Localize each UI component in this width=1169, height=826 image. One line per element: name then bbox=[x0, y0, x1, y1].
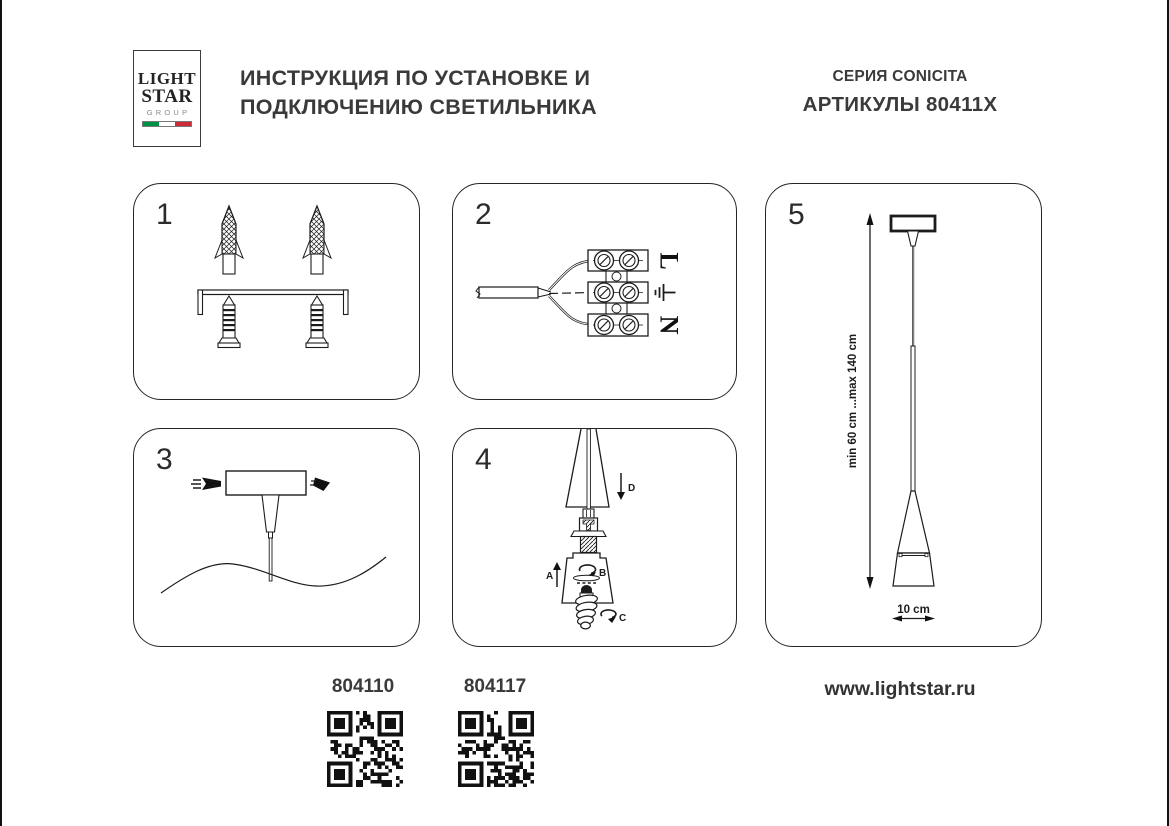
screw-icon bbox=[306, 296, 328, 348]
label-c: C bbox=[619, 613, 627, 624]
series-block bbox=[790, 68, 1010, 117]
label-b: B bbox=[599, 568, 607, 579]
screw-motion-icon bbox=[191, 478, 221, 491]
suspension-rod bbox=[587, 429, 590, 510]
page-left-border bbox=[0, 0, 2, 826]
wall-anchor-icon bbox=[303, 206, 331, 274]
shade-disc bbox=[574, 575, 600, 581]
panel-3-number: 3 bbox=[156, 443, 173, 476]
panel-4-diagram bbox=[453, 429, 736, 646]
title-line-2: ПОДКЛЮЧЕНИЮ СВЕТИЛЬНИКА bbox=[240, 95, 597, 119]
terminal-label-live: L bbox=[654, 252, 684, 270]
qr-code-804110 bbox=[327, 710, 403, 788]
panel-1-diagram bbox=[134, 184, 419, 399]
panel-3-canopy-mounting bbox=[133, 428, 420, 647]
lamp-socket bbox=[571, 509, 606, 553]
italian-flag-stripe bbox=[142, 121, 192, 127]
svg-text:A: A bbox=[546, 571, 554, 582]
shade-skirt bbox=[893, 553, 934, 586]
panel-2-wiring bbox=[452, 183, 737, 400]
logo-word-group: GROUP bbox=[146, 108, 191, 117]
supply-cable bbox=[476, 261, 593, 325]
article-code-804110: 804110 bbox=[331, 676, 395, 697]
logo-word-star: STAR bbox=[141, 86, 193, 107]
ceiling-plate bbox=[891, 216, 935, 231]
lightstar-logo bbox=[133, 50, 201, 147]
panel-4-number: 4 bbox=[475, 443, 492, 476]
shade-cone bbox=[898, 491, 930, 553]
panel-5-diagram bbox=[766, 184, 1041, 646]
screw-icon bbox=[218, 296, 240, 348]
arrow-a bbox=[546, 562, 561, 587]
panel-1-number: 1 bbox=[156, 198, 173, 231]
pendant-lamp bbox=[891, 216, 935, 586]
terminal-label-neutral: N bbox=[654, 315, 684, 335]
title-line-1: ИНСТРУКЦИЯ ПО УСТАНОВКЕ И bbox=[240, 66, 591, 90]
series-label: СЕРИЯ CONICITA bbox=[832, 68, 968, 85]
panel-4-lamp-assembly bbox=[452, 428, 737, 647]
screw-motion-icon bbox=[310, 478, 330, 492]
mounting-bracket bbox=[198, 290, 348, 315]
height-range-label: min 60 cm ...max 140 cm bbox=[847, 333, 859, 469]
panel-5-dimensions bbox=[765, 183, 1042, 647]
terminal-block bbox=[588, 250, 648, 336]
height-dimension-arrow bbox=[847, 213, 874, 589]
panel-3-diagram bbox=[134, 429, 419, 646]
diameter-label: 10 cm bbox=[897, 604, 930, 616]
panel-5-number: 5 bbox=[788, 198, 805, 231]
suspension-wire bbox=[913, 246, 914, 346]
logo-word-light: LIGHT bbox=[137, 69, 197, 88]
rotate-arrow-icon bbox=[601, 610, 616, 623]
panel-1-mounting-hardware bbox=[133, 183, 420, 400]
qr-code-804117 bbox=[458, 710, 534, 788]
wall-anchor-icon bbox=[215, 206, 243, 274]
website-url: www.lightstar.ru bbox=[824, 678, 976, 700]
ground-icon bbox=[656, 284, 676, 301]
arrow-d bbox=[617, 473, 635, 500]
ceiling-surface-wave bbox=[161, 557, 386, 593]
article-code-804117: 804117 bbox=[463, 676, 527, 697]
suspension-rod bbox=[911, 346, 915, 491]
width-dimension-arrow bbox=[892, 604, 935, 622]
panel-2-diagram bbox=[453, 184, 736, 399]
svg-text:D: D bbox=[628, 483, 636, 494]
panel-2-number: 2 bbox=[475, 198, 492, 231]
articles-label: АРТИКУЛЫ 80411X bbox=[802, 93, 998, 116]
page-title bbox=[240, 64, 597, 122]
